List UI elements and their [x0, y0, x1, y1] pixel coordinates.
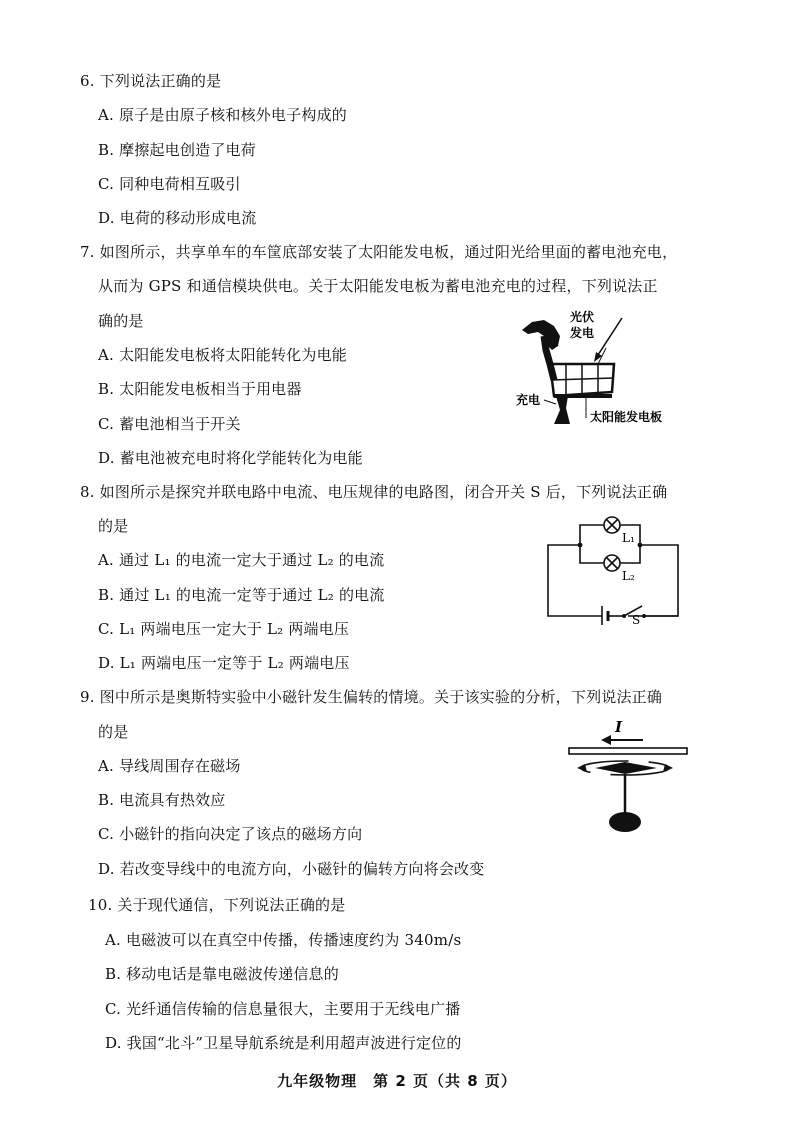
wire	[569, 748, 687, 754]
bicycle-solar-figure	[510, 300, 670, 430]
q10-option-a: A. 电磁波可以在真空中传播，传播速度约为 340m/s	[105, 931, 462, 949]
q8-stem-line2: 的是	[98, 517, 129, 535]
label-l2: L₂	[622, 569, 635, 583]
q8-stem-line1: 8. 如图所示是探究并联电路中电流、电压规律的电路图，闭合开关 S 后，下列说法正确	[80, 483, 668, 501]
q8-option-b: B. 通过 L₁ 的电流一定等于通过 L₂ 的电流	[98, 586, 385, 604]
label-pv: 光伏	[570, 310, 595, 324]
label-l1: L₁	[622, 531, 635, 545]
compass-needle	[595, 762, 657, 774]
q7-stem-line3: 确的是	[98, 312, 144, 330]
label-current-i: I	[615, 718, 623, 736]
q7-option-d: D. 蓄电池被充电时将化学能转化为电能	[98, 449, 363, 467]
label-generate: 发电	[570, 326, 595, 340]
q8-option-d: D. L₁ 两端电压一定等于 L₂ 两端电压	[98, 654, 350, 672]
stand-base	[609, 812, 641, 832]
q10-stem: 10. 关于现代通信，下列说法正确的是	[88, 896, 346, 914]
oersted-experiment-figure	[565, 718, 690, 838]
q7-stem-line2: 从而为 GPS 和通信模块供电。关于太阳能发电板为蓄电池充电的过程，下列说法正	[98, 277, 658, 295]
q6-option-b: B. 摩擦起电创造了电荷	[98, 141, 256, 159]
q9-option-c: C. 小磁针的指向决定了该点的磁场方向	[98, 825, 363, 843]
q6-option-d: D. 电荷的移动形成电流	[98, 209, 257, 227]
q10-option-c: C. 光纤通信传输的信息量很大，主要用于无线电广播	[105, 1000, 461, 1018]
label-switch-s: S	[632, 613, 641, 625]
q8-option-a: A. 通过 L₁ 的电流一定大于通过 L₂ 的电流	[98, 551, 385, 569]
page-footer: 九年级物理 第 2 页（共 8 页）	[277, 1072, 517, 1090]
q6-option-c: C. 同种电荷相互吸引	[98, 175, 241, 193]
q9-stem-line2: 的是	[98, 723, 129, 741]
q7-option-a: A. 太阳能发电板将太阳能转化为电能	[98, 346, 347, 364]
parallel-circuit-figure	[540, 510, 685, 625]
q10-option-d: D. 我国“北斗”卫星导航系统是利用超声波进行定位的	[105, 1034, 462, 1052]
q9-option-a: A. 导线周围存在磁场	[98, 757, 241, 775]
q9-option-d: D. 若改变导线中的电流方向，小磁针的偏转方向将会改变	[98, 860, 485, 878]
q9-stem-line1: 9. 图中所示是奥斯特实验中小磁针发生偏转的情境。关于该实验的分析，下列说法正确	[80, 688, 663, 706]
q9-option-b: B. 电流具有热效应	[98, 791, 226, 809]
q7-stem-line1: 7. 如图所示，共享单车的车筐底部安装了太阳能发电板，通过阳光给里面的蓄电池充电，	[80, 243, 678, 261]
q7-option-b: B. 太阳能发电板相当于用电器	[98, 380, 302, 398]
q6-option-a: A. 原子是由原子核和核外电子构成的	[98, 106, 347, 124]
q10-option-b: B. 移动电话是靠电磁波传递信息的	[105, 965, 339, 983]
q8-option-c: C. L₁ 两端电压一定大于 L₂ 两端电压	[98, 620, 350, 638]
q6-stem: 6. 下列说法正确的是	[80, 72, 222, 90]
q7-option-c: C. 蓄电池相当于开关	[98, 415, 241, 433]
label-charge: 充电	[516, 393, 541, 407]
label-solar-panel: 太阳能发电板	[590, 410, 663, 424]
